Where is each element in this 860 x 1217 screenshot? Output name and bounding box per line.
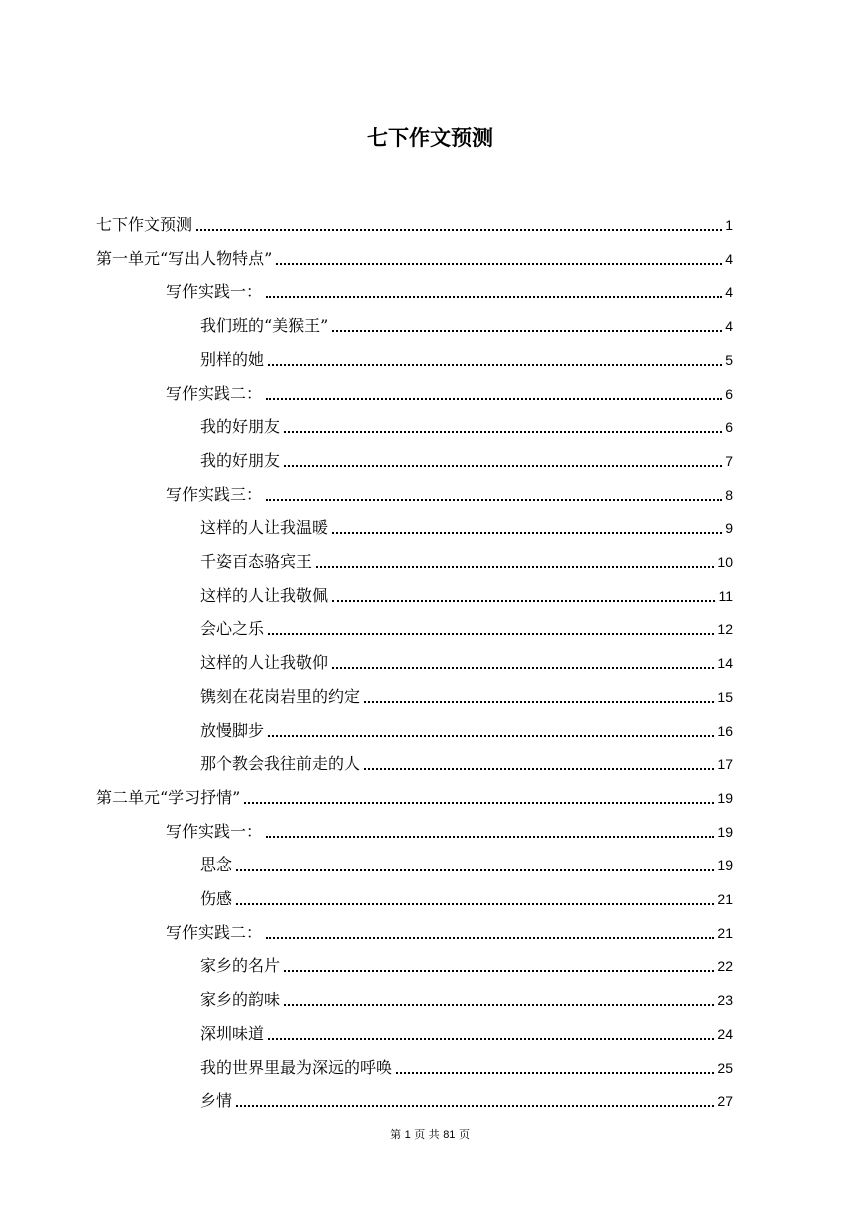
- toc-entry-page: 22: [717, 958, 733, 975]
- toc-leader-dots: [284, 1004, 714, 1006]
- toc-entry[interactable]: [96, 235, 733, 269]
- toc-leader-dots: [332, 330, 722, 332]
- toc-entry-title: 写作实践一：: [166, 282, 263, 302]
- toc-leader-dots: [284, 431, 722, 433]
- toc-entry-page: 4: [725, 250, 733, 267]
- footer-prefix: 第: [390, 1128, 402, 1141]
- toc-leader-dots: [268, 735, 714, 737]
- toc-entry-page: 21: [717, 891, 733, 907]
- toc-entry[interactable]: [200, 841, 733, 875]
- toc-entry-title: 思念: [200, 855, 233, 875]
- toc-entry-page: 24: [717, 1025, 733, 1042]
- toc-entry-title: 七下作文预测: [96, 215, 193, 234]
- toc-leader-dots: [268, 364, 722, 366]
- toc-leader-dots: [266, 398, 722, 400]
- toc-entry-title: 第二单元“学习抒情”: [96, 787, 241, 807]
- toc-entry[interactable]: [200, 572, 733, 606]
- toc-leader-dots: [266, 937, 714, 939]
- toc-entry-title: 家乡的韵味: [200, 990, 281, 1010]
- toc-entry-page: 25: [717, 1059, 733, 1076]
- toc-entry[interactable]: [200, 740, 733, 774]
- toc-entry[interactable]: [200, 1010, 733, 1044]
- page-footer: [0, 1126, 860, 1142]
- toc-entry[interactable]: [200, 403, 733, 437]
- toc-entry-page: 11: [718, 587, 733, 604]
- toc-leader-dots: [332, 667, 714, 669]
- toc-entry[interactable]: [200, 504, 733, 538]
- toc-entry-title: 我的世界里最为深远的呼唤: [200, 1057, 393, 1077]
- toc-entry[interactable]: [200, 1077, 733, 1111]
- toc-leader-dots: [316, 566, 714, 568]
- toc-entry-title: 我的好朋友: [200, 450, 281, 470]
- toc-leader-dots: [284, 970, 714, 972]
- toc-entry-title: 伤感: [200, 889, 233, 908]
- toc-entry-page: 10: [717, 554, 733, 570]
- toc-entry-page: 19: [717, 823, 733, 840]
- toc-entry-title: 家乡的名片: [200, 956, 281, 976]
- toc-leader-dots: [236, 1105, 714, 1107]
- toc-entry-title: 别样的她: [200, 349, 265, 369]
- toc-entry[interactable]: [200, 976, 733, 1010]
- toc-entry-title: 这样的人让我温暖: [200, 518, 329, 538]
- toc-leader-dots: [266, 296, 722, 298]
- toc-entry[interactable]: [200, 639, 733, 673]
- toc-entry-title: 我们班的“美猴王”: [200, 316, 329, 336]
- toc-leader-dots: [236, 903, 714, 905]
- toc-leader-dots: [244, 802, 714, 804]
- toc-entry-title: 这样的人让我敬佩: [200, 585, 329, 605]
- toc-leader-dots: [196, 229, 722, 231]
- toc-leader-dots: [266, 499, 722, 501]
- toc-leader-dots: [332, 532, 722, 534]
- toc-entry-title: 镌刻在花岗岩里的约定: [200, 686, 361, 706]
- toc-entry[interactable]: [166, 471, 733, 505]
- toc-entry[interactable]: [96, 201, 733, 235]
- footer-current-page: 1: [404, 1129, 411, 1141]
- toc-entry-title: 写作实践二：: [166, 922, 263, 942]
- toc-leader-dots: [364, 768, 714, 770]
- toc-entry-page: 16: [717, 722, 733, 739]
- toc-entry-title: 我的好朋友: [200, 417, 281, 437]
- toc-entry-title: 那个教会我往前走的人: [200, 754, 361, 774]
- toc-entry-title: 深圳味道: [200, 1023, 265, 1043]
- toc-entry[interactable]: [200, 673, 733, 707]
- footer-mid: 页 共: [414, 1128, 440, 1141]
- toc-entry[interactable]: [200, 336, 733, 370]
- toc-entry-title: 会心之乐: [200, 619, 265, 639]
- toc-entry-page: 12: [717, 621, 733, 638]
- toc-leader-dots: [332, 600, 715, 602]
- toc-entry-title: 乡情: [200, 1091, 233, 1111]
- toc-entry-title: 写作实践三：: [166, 484, 263, 504]
- toc-entry[interactable]: [200, 605, 733, 639]
- toc-leader-dots: [268, 633, 714, 635]
- toc-entry-page: 6: [725, 385, 733, 402]
- toc-entry-page: 19: [717, 857, 733, 874]
- toc-entry[interactable]: [200, 538, 733, 572]
- toc-entry[interactable]: [166, 370, 733, 404]
- toc-entry[interactable]: [200, 707, 733, 741]
- toc-entry[interactable]: [166, 268, 733, 302]
- toc-entry-page: 8: [725, 486, 733, 503]
- toc-entry-page: 6: [725, 419, 733, 436]
- toc-entry-page: 23: [717, 992, 733, 1009]
- toc-entry[interactable]: [166, 808, 733, 842]
- toc-entry-title: 第一单元“写出人物特点”: [96, 248, 273, 268]
- toc-entry-title: 这样的人让我敬仰: [200, 653, 329, 673]
- toc-entry-page: 9: [725, 520, 733, 537]
- toc-entry-title: 放慢脚步: [200, 720, 265, 740]
- document-title: 七下作文预测: [367, 126, 493, 150]
- toc-entry-page: 15: [717, 688, 733, 705]
- toc-leader-dots: [236, 869, 714, 871]
- toc-entry-title: 写作实践二：: [166, 383, 263, 403]
- toc-entry-page: 21: [717, 924, 733, 941]
- toc-entry-title: 千姿百态骆宾王: [200, 552, 313, 571]
- toc-entry-page: 1: [725, 217, 733, 233]
- toc-entry-page: 19: [717, 789, 733, 806]
- toc-entry-title: 写作实践一：: [166, 821, 263, 841]
- toc-entry-page: 7: [725, 452, 733, 469]
- footer-suffix: 页: [458, 1128, 470, 1141]
- toc-entry-page: 4: [725, 318, 733, 335]
- toc-leader-dots: [266, 836, 714, 838]
- toc-entry-page: 5: [725, 351, 733, 368]
- toc-entry-page: 27: [717, 1093, 733, 1110]
- toc-entry[interactable]: [200, 942, 733, 976]
- footer-total-pages: 81: [443, 1129, 456, 1141]
- toc-entry-page: 4: [725, 284, 733, 301]
- toc-leader-dots: [284, 465, 722, 467]
- toc-entry[interactable]: [166, 909, 733, 943]
- toc-leader-dots: [396, 1072, 714, 1074]
- toc-entry[interactable]: [200, 1044, 733, 1078]
- toc-entry-page: 14: [717, 655, 733, 672]
- toc-leader-dots: [268, 1038, 714, 1040]
- toc-entry[interactable]: [96, 774, 733, 808]
- toc-entry[interactable]: [200, 875, 733, 909]
- toc-entry[interactable]: [200, 302, 733, 336]
- toc-entry-page: 17: [717, 756, 733, 773]
- toc-entry[interactable]: [200, 437, 733, 471]
- toc-leader-dots: [364, 701, 714, 703]
- toc-leader-dots: [276, 263, 722, 265]
